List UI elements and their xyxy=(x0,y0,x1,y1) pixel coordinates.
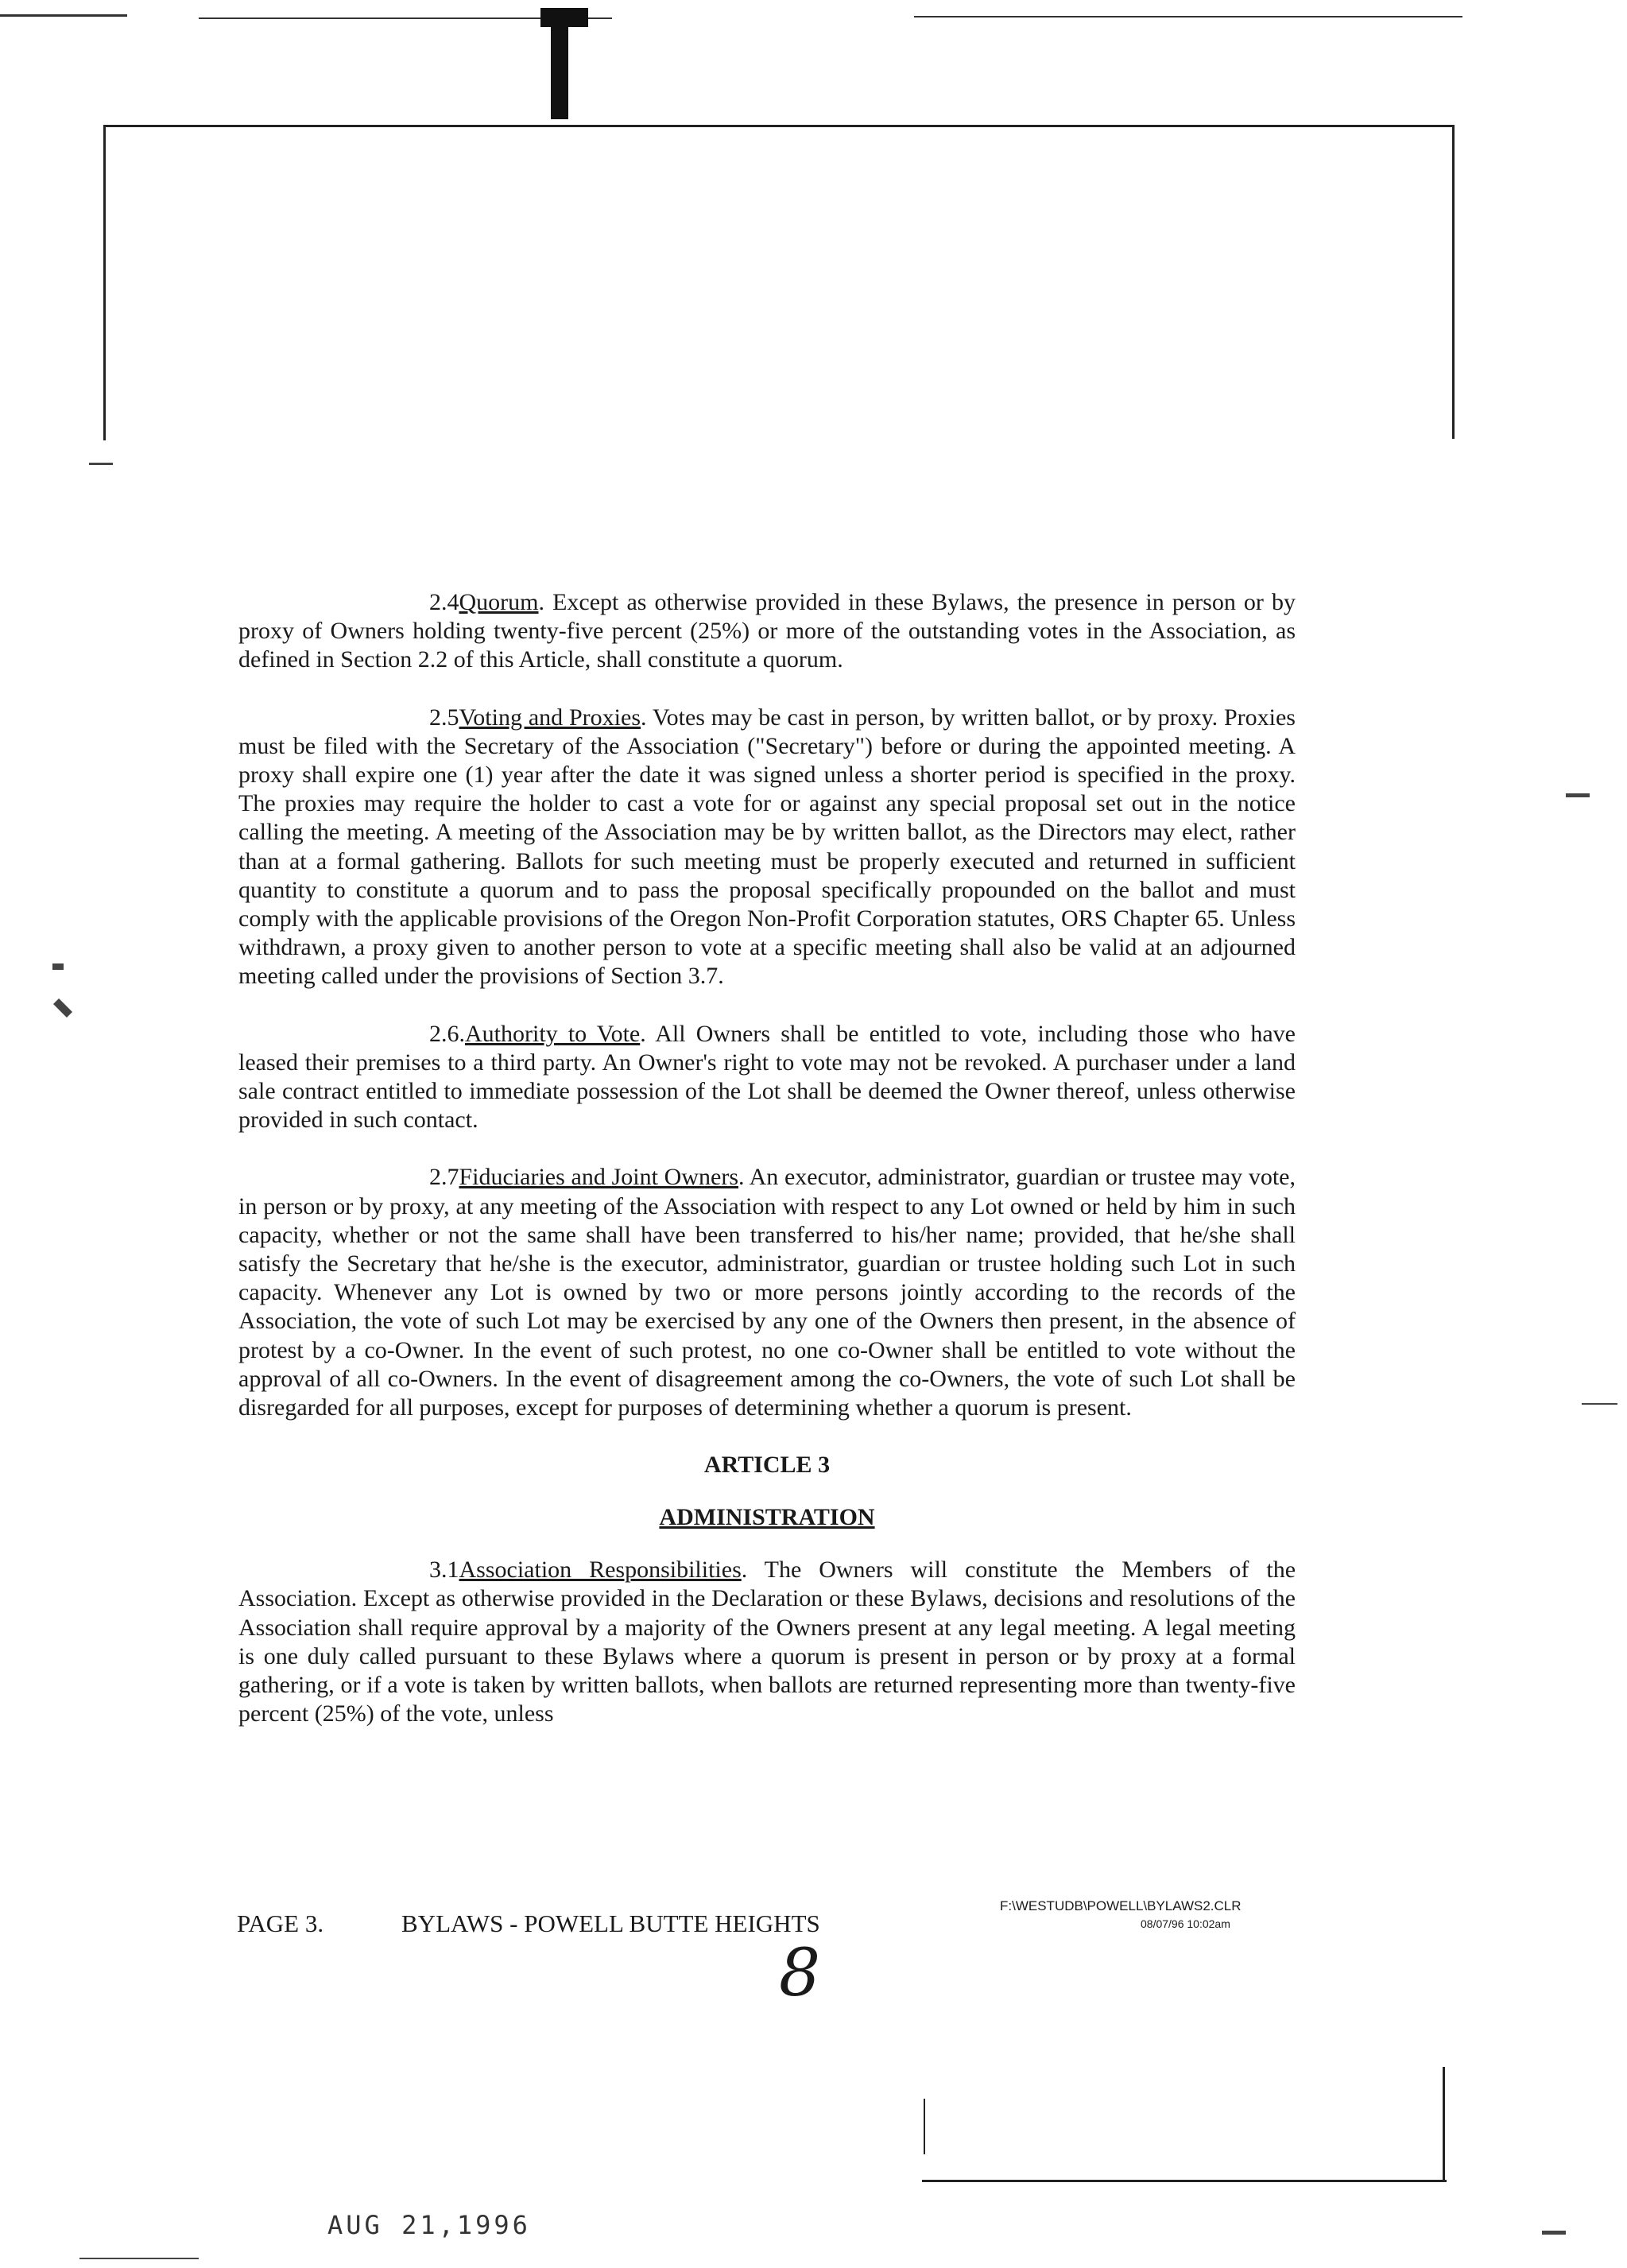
section-heading: Authority to Vote xyxy=(465,1020,641,1047)
section-2-4 xyxy=(238,588,1296,675)
section-text: . Votes may be cast in person, by written ballot, or by proxy. Proxies must be filed with the Secretary of the Association ("Secretary") before or during the appointed meeting. A proxy shall expire one (1) year after the date it was signed unless a shorter period is specified in the proxy. The proxies may require the holder to cast a vote for or against any special proposal set out in the notice calling the meeting. A meeting of the Association may be by written ballot, as the Directors may elect, rather than at a formal gathering. Ballots for such meeting must be properly executed and returned in sufficient quantity to constitute a quorum and to pass the proposal specifically propounded on the ballot and must comply with the applicable provisions of the Oregon Non-Profit Corporation statutes, ORS Chapter 65. Unless withdrawn, a proxy given to another person to vote at a specific meeting shall also be valid at an adjourned meeting called under the provisions of Section 3.7. xyxy=(238,704,1296,990)
section-number: 2.5 xyxy=(429,704,459,731)
scan-speck xyxy=(89,463,113,465)
scan-speck xyxy=(1582,1403,1617,1405)
scan-top-edge xyxy=(914,16,1462,17)
frame-bottom-right-vert xyxy=(1443,2067,1445,2182)
section-text: . An executor, administrator, guardian or trustee may vote, in person or by proxy, at any meeting of the Association with respect to any Lot owned or held by him in such capacity, whether or not the same shall have been transferred to his/her name; provided, that he/she shall satisfy the Secretary that he/she is the executor, administrator, guardian or trustee holding such Lot in such capacity. Whenever any Lot is owned by two or more persons jointly according to the records of the Association, the vote of such Lot may be exercised by any one of the Owners then present, in the absence of protest by a co-Owner. In the event of such protest, no one co-Owner shall be entitled to vote without the approval of all co-Owners. In the event of disagreement among the co-Owners, the vote of such Lot shall be disregarded for all purposes, except for purposes of determining whether a quorum is present. xyxy=(238,1164,1296,1421)
section-number: 2.4 xyxy=(429,589,459,615)
frame-top-line xyxy=(103,125,1455,127)
section-2-5 xyxy=(238,704,1296,991)
footer-file-path: F:\WESTUDB\POWELL\BYLAWS2.CLR xyxy=(1000,1898,1242,1913)
section-heading: Fiduciaries and Joint Owners xyxy=(459,1164,738,1191)
date-stamp: AUG 21,1996 xyxy=(327,2210,531,2240)
section-text: . All Owners shall be entitled to vote, including those who have leased their premises to a third party. An Owner's right to vote may not be revoked. A purchaser under a land sale contract entitled to immediate possession of the Lot shall be deemed the Owner thereof, unless otherwise provided in such contact. xyxy=(238,1020,1296,1134)
section-heading: Quorum xyxy=(459,589,539,615)
footer-doc-title: BYLAWS - POWELL BUTTE HEIGHTS xyxy=(401,1909,820,1937)
frame-left-line xyxy=(103,125,106,440)
section-2-7 xyxy=(238,1163,1296,1422)
section-text: . Except as otherwise provided in these Bylaws, the presence in person or by proxy of Owners holding twenty-five percent (25%) or more of the outstanding votes in the Association, as defined in Section 2.2 of this Article, shall constitute a quorum. xyxy=(238,589,1296,673)
section-number: 2.6. xyxy=(429,1020,465,1047)
article-title: ADMINISTRATION xyxy=(659,1504,875,1531)
scan-speck xyxy=(1542,2231,1566,2235)
page-label: PAGE 3. xyxy=(237,1909,324,1937)
frame-right-line xyxy=(1452,125,1455,439)
scan-blotch xyxy=(551,24,568,119)
section-2-6 xyxy=(238,1020,1296,1135)
section-text: . The Owners will constitute the Members of the Association. Except as otherwise provided in the Declaration or these Bylaws, decisions and resolutions of the Association shall require approval by a majority of the Owners present at any legal meeting. A legal meeting is one duly called pursuant to these Bylaws where a quorum is present in person or by proxy at a formal gathering, or if a vote is taken by written ballots, when ballots are returned representing more than twenty-five percent (25%) of the vote, unless xyxy=(238,1557,1296,1727)
document-body xyxy=(238,588,1296,1758)
scan-speck xyxy=(79,2258,199,2259)
scan-top-edge xyxy=(0,14,127,17)
article-label: ARTICLE 3 xyxy=(703,1452,831,1479)
section-heading: Association Responsibilities xyxy=(459,1557,742,1584)
section-number: 2.7 xyxy=(429,1164,459,1191)
footer-file-date: 08/07/96 10:02am xyxy=(1141,1917,1230,1930)
scan-speck xyxy=(52,963,64,970)
scan-speck xyxy=(53,998,72,1018)
section-number: 3.1 xyxy=(429,1557,459,1584)
section-3-1 xyxy=(238,1556,1296,1728)
section-heading: Voting and Proxies xyxy=(459,704,641,731)
frame-bottom-right-line xyxy=(922,2180,1447,2182)
handwritten-page-number: 8 xyxy=(779,1936,821,2011)
scan-mark xyxy=(924,2099,925,2154)
scan-speck xyxy=(1566,793,1590,797)
